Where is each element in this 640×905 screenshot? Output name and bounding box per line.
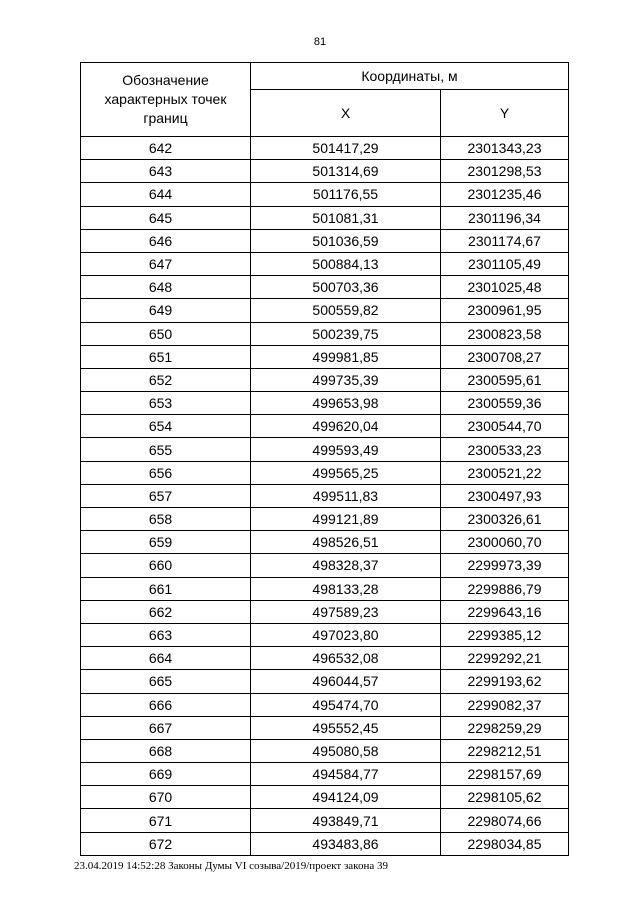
cell-x: 499593,49	[251, 438, 441, 461]
table-row	[81, 508, 569, 531]
footer-stamp: 23.04.2019 14:52:28 Законы Думы VI созыва/2019/проект закона 39	[74, 860, 388, 872]
cell-y: 2300060,70	[441, 531, 569, 554]
cell-point: 656	[81, 461, 251, 484]
cell-y: 2299193,62	[441, 670, 569, 693]
cell-y: 2298034,85	[441, 832, 569, 855]
table-row	[81, 600, 569, 623]
cell-y: 2299385,12	[441, 623, 569, 646]
cell-point: 672	[81, 832, 251, 855]
cell-point: 669	[81, 763, 251, 786]
cell-x: 499981,85	[251, 345, 441, 368]
cell-point: 661	[81, 577, 251, 600]
coordinates-table	[80, 62, 569, 856]
table-row	[81, 739, 569, 762]
cell-x: 496044,57	[251, 670, 441, 693]
cell-point: 662	[81, 600, 251, 623]
cell-x: 499511,83	[251, 484, 441, 507]
cell-point: 642	[81, 137, 251, 160]
cell-point: 644	[81, 183, 251, 206]
cell-y: 2301343,23	[441, 137, 569, 160]
cell-y: 2300595,61	[441, 368, 569, 391]
cell-point: 645	[81, 206, 251, 229]
table-row	[81, 647, 569, 670]
cell-point: 666	[81, 693, 251, 716]
cell-y: 2299292,21	[441, 647, 569, 670]
cell-x: 500884,13	[251, 252, 441, 275]
cell-x: 498328,37	[251, 554, 441, 577]
cell-x: 495552,45	[251, 716, 441, 739]
cell-point: 671	[81, 809, 251, 832]
cell-point: 667	[81, 716, 251, 739]
cell-y: 2300823,58	[441, 322, 569, 345]
table-row	[81, 484, 569, 507]
table-row	[81, 438, 569, 461]
table-row	[81, 160, 569, 183]
cell-y: 2299082,37	[441, 693, 569, 716]
cell-y: 2298259,29	[441, 716, 569, 739]
table-row	[81, 531, 569, 554]
cell-y: 2298212,51	[441, 739, 569, 762]
cell-point: 659	[81, 531, 251, 554]
table-row	[81, 786, 569, 809]
cell-point: 643	[81, 160, 251, 183]
cell-y: 2299886,79	[441, 577, 569, 600]
cell-point: 648	[81, 276, 251, 299]
table-row	[81, 693, 569, 716]
table-row	[81, 716, 569, 739]
table-row	[81, 577, 569, 600]
cell-x: 495474,70	[251, 693, 441, 716]
cell-point: 663	[81, 623, 251, 646]
cell-y: 2300544,70	[441, 415, 569, 438]
cell-point: 664	[81, 647, 251, 670]
cell-x: 501417,29	[251, 137, 441, 160]
cell-point: 668	[81, 739, 251, 762]
cell-y: 2300497,93	[441, 484, 569, 507]
cell-point: 654	[81, 415, 251, 438]
cell-x: 496532,08	[251, 647, 441, 670]
cell-y: 2300533,23	[441, 438, 569, 461]
cell-x: 499121,89	[251, 508, 441, 531]
table-row	[81, 183, 569, 206]
cell-y: 2301105,49	[441, 252, 569, 275]
table-row	[81, 345, 569, 368]
header-point-designation: Обозначение характерных точек границ	[81, 63, 251, 137]
cell-x: 500703,36	[251, 276, 441, 299]
table-row	[81, 392, 569, 415]
cell-x: 501081,31	[251, 206, 441, 229]
cell-x: 498133,28	[251, 577, 441, 600]
cell-point: 660	[81, 554, 251, 577]
cell-x: 501314,69	[251, 160, 441, 183]
cell-y: 2300961,95	[441, 299, 569, 322]
cell-x: 493849,71	[251, 809, 441, 832]
cell-point: 658	[81, 508, 251, 531]
cell-point: 646	[81, 229, 251, 252]
cell-point: 651	[81, 345, 251, 368]
cell-y: 2301025,48	[441, 276, 569, 299]
cell-point: 653	[81, 392, 251, 415]
cell-x: 497589,23	[251, 600, 441, 623]
table-row	[81, 368, 569, 391]
cell-x: 501036,59	[251, 229, 441, 252]
cell-point: 655	[81, 438, 251, 461]
cell-y: 2301174,67	[441, 229, 569, 252]
cell-point: 670	[81, 786, 251, 809]
table-row	[81, 461, 569, 484]
table-row	[81, 299, 569, 322]
cell-x: 500559,82	[251, 299, 441, 322]
cell-x: 494124,09	[251, 786, 441, 809]
cell-point: 665	[81, 670, 251, 693]
table-row	[81, 276, 569, 299]
cell-point: 652	[81, 368, 251, 391]
table-row	[81, 137, 569, 160]
table-row	[81, 206, 569, 229]
cell-x: 500239,75	[251, 322, 441, 345]
table-row	[81, 623, 569, 646]
cell-x: 497023,80	[251, 623, 441, 646]
header-coordinates: Координаты, м	[251, 63, 569, 90]
table-body	[81, 137, 569, 856]
cell-x: 499565,25	[251, 461, 441, 484]
cell-y: 2300326,61	[441, 508, 569, 531]
table-row	[81, 832, 569, 855]
cell-point: 647	[81, 252, 251, 275]
cell-x: 494584,77	[251, 763, 441, 786]
table-row	[81, 322, 569, 345]
cell-y: 2299973,39	[441, 554, 569, 577]
cell-x: 495080,58	[251, 739, 441, 762]
cell-x: 499620,04	[251, 415, 441, 438]
cell-y: 2300708,27	[441, 345, 569, 368]
cell-x: 493483,86	[251, 832, 441, 855]
cell-x: 499735,39	[251, 368, 441, 391]
cell-y: 2301235,46	[441, 183, 569, 206]
table-row	[81, 670, 569, 693]
cell-point: 649	[81, 299, 251, 322]
table-row	[81, 229, 569, 252]
cell-point: 650	[81, 322, 251, 345]
cell-y: 2300559,36	[441, 392, 569, 415]
cell-y: 2298105,62	[441, 786, 569, 809]
cell-y: 2300521,22	[441, 461, 569, 484]
cell-x: 498526,51	[251, 531, 441, 554]
cell-y: 2298157,69	[441, 763, 569, 786]
table-row	[81, 252, 569, 275]
header-y: Y	[441, 90, 569, 137]
table-row	[81, 554, 569, 577]
table-row	[81, 763, 569, 786]
page-number: 81	[313, 36, 327, 48]
cell-y: 2299643,16	[441, 600, 569, 623]
cell-y: 2298074,66	[441, 809, 569, 832]
cell-x: 499653,98	[251, 392, 441, 415]
cell-y: 2301196,34	[441, 206, 569, 229]
cell-point: 657	[81, 484, 251, 507]
table-row	[81, 415, 569, 438]
cell-y: 2301298,53	[441, 160, 569, 183]
header-x: X	[251, 90, 441, 137]
table-row	[81, 809, 569, 832]
cell-x: 501176,55	[251, 183, 441, 206]
